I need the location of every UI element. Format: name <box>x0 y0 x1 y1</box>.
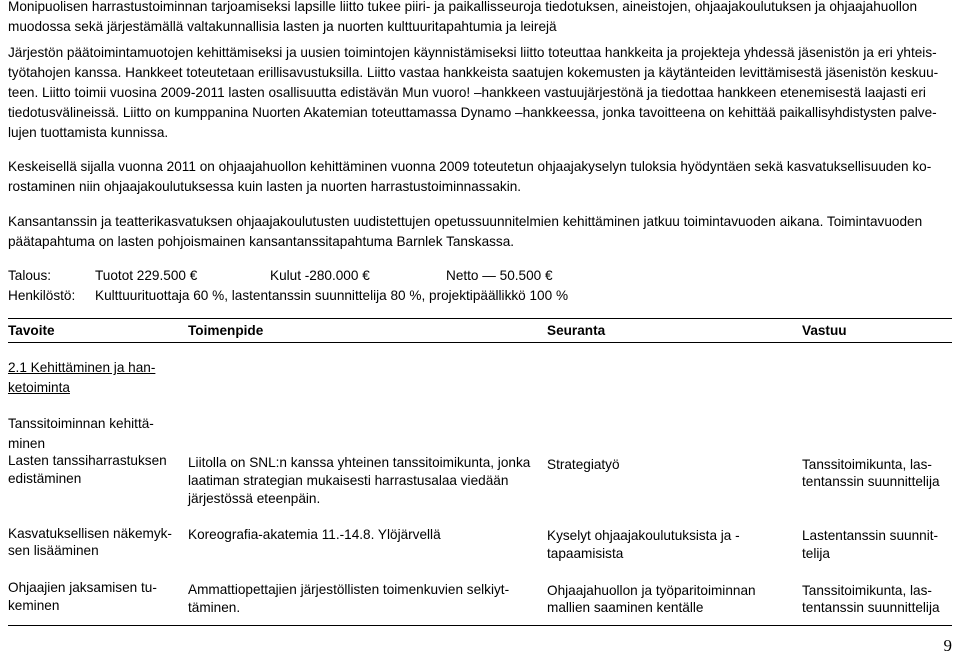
header-tavoite: Tavoite <box>8 323 55 338</box>
text-line: tentanssin suunnittelija <box>802 474 940 489</box>
staff-label: Henkilöstö: <box>8 288 76 303</box>
staff-value: Kulttuurituottaja 60 %, lastentanssin suunnittelija 80 %, projektipäällikkö 100 % <box>95 288 569 303</box>
text-line: päätapahtuma on lasten pohjoismainen kansantanssitapahtuma Barnlek Tanskassa. <box>8 234 515 249</box>
text-line: Lastentanssin suunnit- <box>802 528 939 543</box>
text-line: Koreografia-akatemia 11.-14.8. Ylöjärvellä <box>188 527 441 542</box>
header-seuranta: Seuranta <box>547 323 606 338</box>
curriculum-paragraph <box>8 212 952 252</box>
page-number: 9 <box>943 636 952 655</box>
text-line: Järjestön päätoimintamuotojen kehittämiseksi ja uusien toimintojen käynnistämiseksi liitto toteuttaa hankkeita ja projekteja yhdessä jäsenistön ja eri yhteis- <box>8 45 937 60</box>
intro-paragraph <box>8 0 952 37</box>
text-line: Lasten tanssiharrastuksen <box>8 453 167 468</box>
text-line: muodossa sekä järjestämällä valtakunnallisia lasten ja nuorten kulttuuritapahtumia ja leirejä <box>8 19 557 34</box>
text-line: Kyselyt ohjaajakoulutuksista ja - <box>547 528 740 543</box>
income-value: Tuotot 229.500 € <box>95 268 198 283</box>
text-line: 2.1 Kehittäminen ja han- <box>8 360 156 375</box>
text-line: lujen tuottamista kunnissa. <box>8 125 169 140</box>
header-toimenpide: Toimenpide <box>188 323 264 338</box>
text-line: rostaminen niin ohjaajakoulutuksessa kuin lasten ja nuorten harrastustoiminnassakin. <box>8 179 522 194</box>
table-header-rule <box>8 342 952 343</box>
text-line: ketoiminta <box>8 380 70 395</box>
text-line: Kansantanssin ja teatterikasvatuksen ohjaajakoulutusten uudistettujen opetussuunnitelmien kehittäminen jatkuu toimintavuoden aikana. Toimintavuoden <box>8 214 923 229</box>
text-line: Ohjaajahuollon ja työparitoiminnan <box>547 583 756 598</box>
text-line: edistäminen <box>8 471 82 486</box>
header-vastuu: Vastuu <box>802 323 847 338</box>
text-line: Keskeisellä sijalla vuonna 2011 on ohjaajahuollon kehittäminen vuonna 2009 toteutetun ohjaajakyselyn tuloksia hyödyntäen sekä kasvatuksellisuuden ko- <box>8 159 932 174</box>
net-value: Netto — 50.500 € <box>446 268 553 283</box>
focus-paragraph <box>8 157 952 197</box>
text-line: keminen <box>8 598 60 613</box>
text-line: Tanssitoiminnan kehittä- <box>8 416 154 431</box>
text-line: minen <box>8 436 46 451</box>
text-line: sen lisääminen <box>8 543 99 558</box>
text-line: mallien saaminen kentälle <box>547 600 704 615</box>
text-line: Liitolla on SNL:n kanssa yhteinen tanssitoimikunta, jonka <box>188 455 531 470</box>
text-line: telija <box>802 546 830 561</box>
text-line: täminen. <box>188 600 241 615</box>
projects-paragraph <box>8 43 952 143</box>
expenses-value: Kulut -280.000 € <box>270 268 370 283</box>
text-line: Ohjaajien jaksamisen tu- <box>8 580 157 595</box>
text-line: tiedotusvälineissä. Liitto on kumppanina Nuorten Akatemian toteuttamassa Dynamo –hankkeessa, jonka tavoitteena on kehittää paikallisyhdistysten palve- <box>8 105 937 120</box>
table-bottom-rule <box>8 625 952 626</box>
text-line: Strategiatyö <box>547 457 620 472</box>
text-line: tapaamisista <box>547 546 624 561</box>
table-top-rule <box>8 318 952 319</box>
text-line: järjestössä eteenpäin. <box>188 491 321 506</box>
text-line: työtahojen kanssa. Hankkeet toteutetaan erillisavustuksilla. Liitto vastaa hankkeista saatujen kokemusten ja käytänteiden levittämisestä jäsenistön keskuu- <box>8 65 939 80</box>
text-line: tentanssin suunnittelija <box>802 600 940 615</box>
text-line: laatiman strategian mukaisesti harrastusalaa viedään <box>188 473 509 488</box>
text-line: Monipuolisen harrastustoiminnan tarjoamiseksi lapsille liitto tukee piiri- ja paikallisseuroja tiedotuksen, aineistojen, ohjaajakoulutuksen ja ohjaajahuollon <box>8 0 918 14</box>
text-line: Tanssitoimikunta, las- <box>802 457 932 472</box>
text-line: Ammattiopettajien järjestöllisten toimenkuvien selkiyt- <box>188 582 510 597</box>
text-line: Kasvatuksellisen näkemyk- <box>8 526 172 541</box>
text-line: Tanssitoimikunta, las- <box>802 583 932 598</box>
text-line: teen. Liitto toimii vuosina 2009-2011 lasten osallisuutta edistävän Mun vuoro! –hankkeen vastuujärjestönä ja tiedottaa hankkeen etenemisestä laajasti eri <box>8 85 926 100</box>
finance-label: Talous: <box>8 268 52 283</box>
